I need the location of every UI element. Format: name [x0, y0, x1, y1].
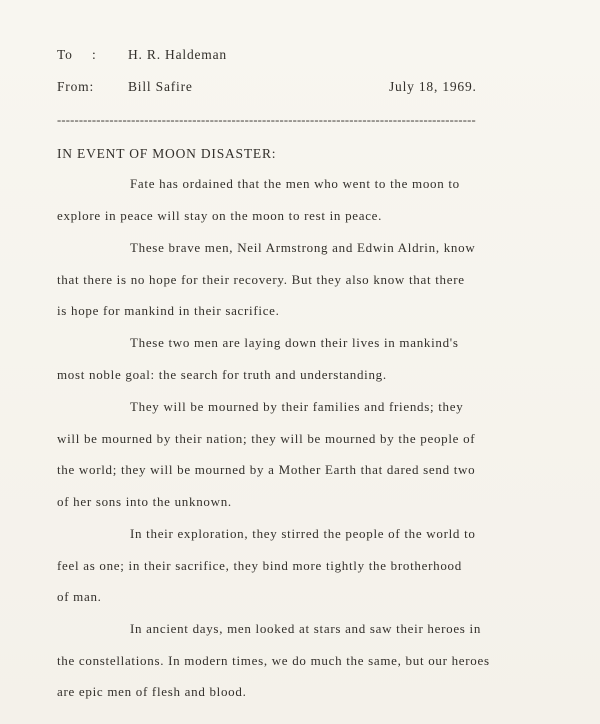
body-line: Fate has ordained that the men who went to the moon to — [130, 176, 460, 191]
body-line: They will be mourned by their families and friends; they — [130, 399, 464, 414]
from-name: Bill Safire — [128, 79, 193, 94]
body-line: is hope for mankind in their sacrifice. — [57, 303, 280, 318]
to-label: To — [57, 47, 73, 62]
to-name: H. R. Haldeman — [128, 47, 227, 62]
body-line: These brave men, Neil Armstrong and Edwin Aldrin, know — [130, 240, 476, 255]
body-line: will be mourned by their nation; they will be mourned by the people of — [57, 431, 476, 446]
to-colon: : — [92, 47, 97, 62]
body-line: explore in peace will stay on the moon to rest in peace. — [57, 208, 383, 223]
body-line: feel as one; in their sacrifice, they bind more tightly the brotherhood — [57, 558, 462, 573]
body-line: These two men are laying down their lives in mankind's — [130, 335, 459, 350]
body-line: In their exploration, they stirred the people of the world to — [130, 526, 476, 541]
body-line: that there is no hope for their recovery. But they also know that there — [57, 272, 465, 287]
memo-date: July 18, 1969. — [389, 79, 477, 94]
body-line: of man. — [57, 589, 102, 604]
body-line: the world; they will be mourned by a Mother Earth that dared send two — [57, 462, 476, 477]
memo-heading: IN EVENT OF MOON DISASTER: — [57, 146, 277, 161]
body-line: are epic men of flesh and blood. — [57, 684, 247, 699]
body-line: the constellations. In modern times, we do much the same, but our heroes — [57, 653, 490, 668]
separator-line: ------------------------------------------------------------------------------------------------ — [57, 113, 476, 127]
body-line: In ancient days, men looked at stars and saw their heroes in — [130, 621, 482, 636]
body-line: most noble goal: the search for truth and understanding. — [57, 367, 387, 382]
from-label: From: — [57, 79, 95, 94]
body-line: of her sons into the unknown. — [57, 494, 232, 509]
